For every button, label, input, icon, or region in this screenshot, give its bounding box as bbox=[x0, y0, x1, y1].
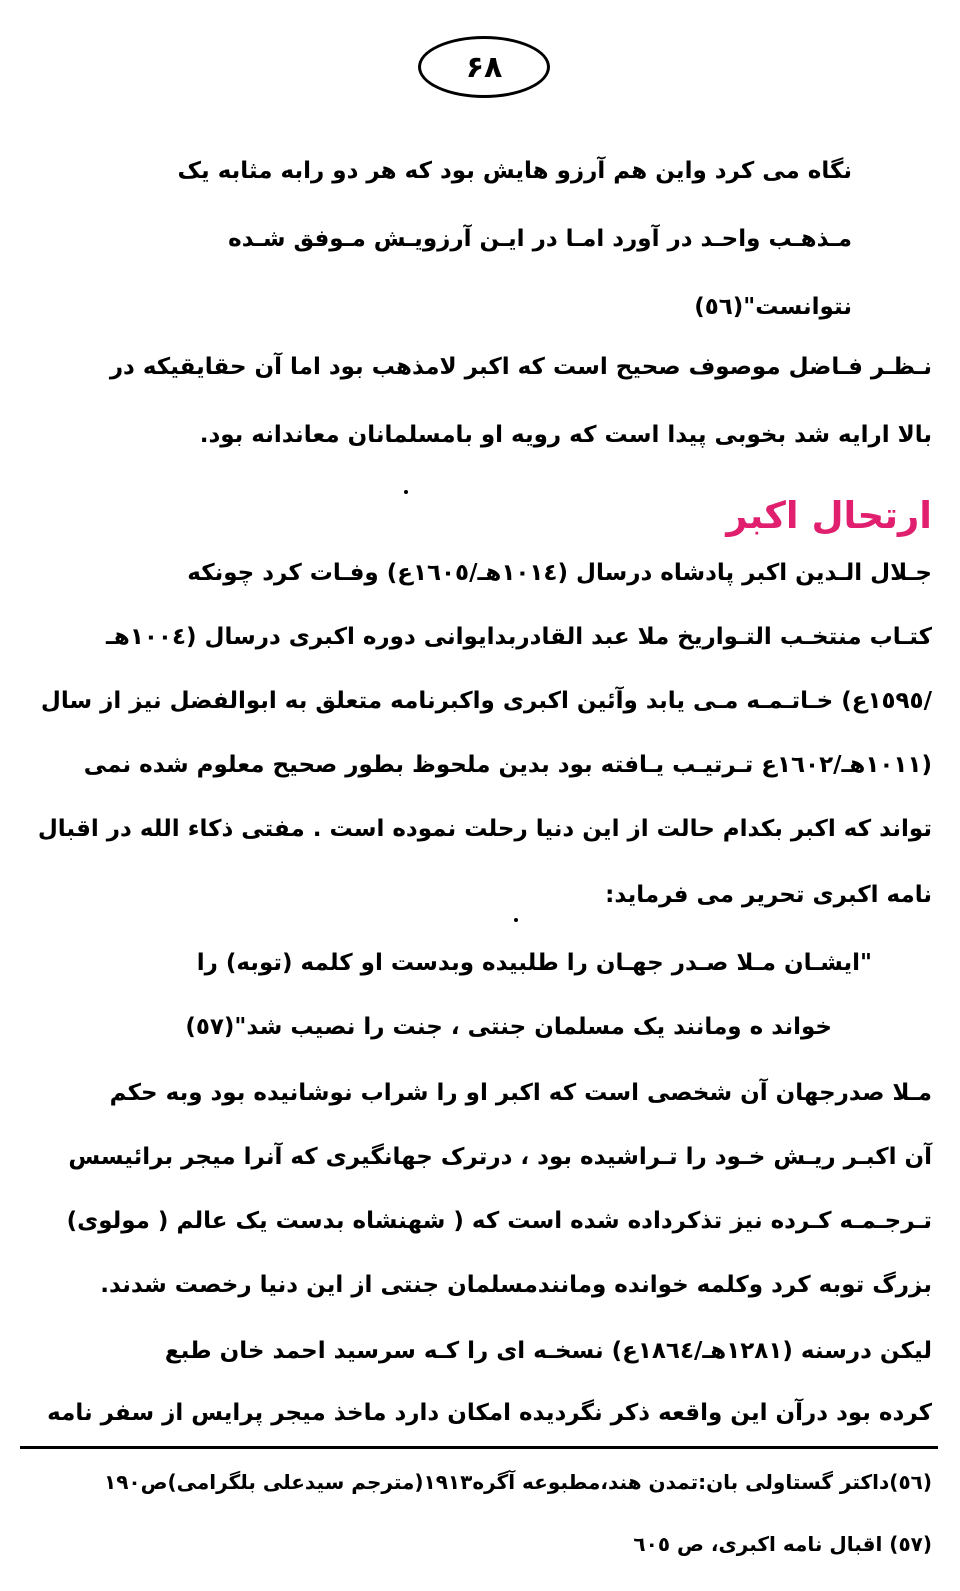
paragraph-4 bbox=[28, 1340, 932, 1440]
text-line: مـذهـب واحـد در آورد امـا در ایـن آرزویـش مـوفق شـده bbox=[228, 226, 852, 252]
text-line: بزرگ توبه کرد وکلمه خوانده ومانندمسلمان جنتی از این دنیا رخصت شدند. bbox=[100, 1272, 932, 1298]
text-line: نـظـر فـاضل موصوف صحیح است که اکبر لامذهب بود اما آن حقایقیکه در bbox=[109, 354, 932, 380]
text-line: آن اکبـر ریـش خـود را تـراشیده بود ، درترک جهانگیری که آنرا میجر برائیسس bbox=[68, 1144, 932, 1170]
text-line: "ایشـان مـلا صـدر جهـان را طلبیده وبدست او کلمه (توبه) را bbox=[196, 950, 872, 976]
paragraph-1 bbox=[28, 356, 932, 456]
text-line: /١٥٩٥ع) خـاتـمـه مـی یابد وآئین اکبری واکبرنامه متعلق به ابوالفضل نیز از سال bbox=[40, 688, 932, 714]
quote-block-2 bbox=[28, 952, 932, 1072]
text-line: تـرجـمـه کـرده نیز تذکرداده شده است که ( شهنشاه بدست یک عالم ( مولوی) bbox=[66, 1208, 932, 1234]
quote-block-1 bbox=[28, 160, 932, 360]
paragraph-2 bbox=[28, 562, 932, 922]
text-line: نتوانست"(٥٦) bbox=[694, 294, 852, 320]
speck bbox=[404, 490, 408, 494]
text-line: تواند که اکبر بکدام حالت از این دنیا رحلت نموده است . مفتی ذکاء الله در اقبال bbox=[37, 816, 932, 842]
text-line: جـلال الـدین اکبر پادشاه درسال (١٠١٤هـ/١٦٠٥ع) وفـات کرد چونکه bbox=[187, 560, 932, 586]
text-line: مـلا صدرجهان آن شخصی است که اکبر او را شراب نوشانیده بود وبه حکم bbox=[109, 1080, 932, 1106]
text-line: (١٠١١هـ/١٦٠٢ع تـرتیـب یـافته بود بدین ملحوظ بطور صحیح معلوم شده نمی bbox=[83, 752, 932, 778]
page-number: ۶۸ bbox=[418, 36, 550, 98]
paragraph-3 bbox=[28, 1082, 932, 1322]
section-heading: ارتحال اکبر bbox=[726, 494, 932, 537]
text-line: کرده بود درآن این واقعه ذکر نگردیده امکان دارد ماخذ میجر پرایس از سفر نامه bbox=[47, 1400, 932, 1426]
text-line: نامه اکبری تحریر می فرماید: bbox=[605, 882, 932, 908]
text-line: کتـاب منتخـب التـواریخ ملا عبد القادربدایوانی دوره اکبری درسال (١٠٠٤هـ bbox=[106, 624, 932, 650]
text-line: نگاه می کرد واین هم آرزو هایش بود که هر دو رابه مثابه یک bbox=[177, 158, 852, 184]
speck bbox=[514, 918, 518, 922]
footnote-divider bbox=[20, 1446, 938, 1449]
text-line: خواند ه ومانند یک مسلمان جنتی ، جنت را نصیب شد"(٥٧) bbox=[185, 1014, 832, 1040]
text-line: لیکن درسنه (١٢٨١هـ/١٨٦٤ع) نسخـه ای را کـه سرسید احمد خان طبع bbox=[164, 1338, 932, 1364]
footnote-57: (٥٧) اقبال نامه اکبری، ص ٦٠٥ bbox=[633, 1532, 932, 1556]
text-line: بالا ارایه شد بخوبی پیدا است که رویه او بامسلمانان معاندانه بود. bbox=[199, 422, 932, 448]
footnote-56: (٥٦)داکتر گستاولی بان:تمدن هند،مطبوعه آگره١٩١٣(مترجم سیدعلی بلگرامی)ص١٩٠ bbox=[104, 1470, 932, 1494]
